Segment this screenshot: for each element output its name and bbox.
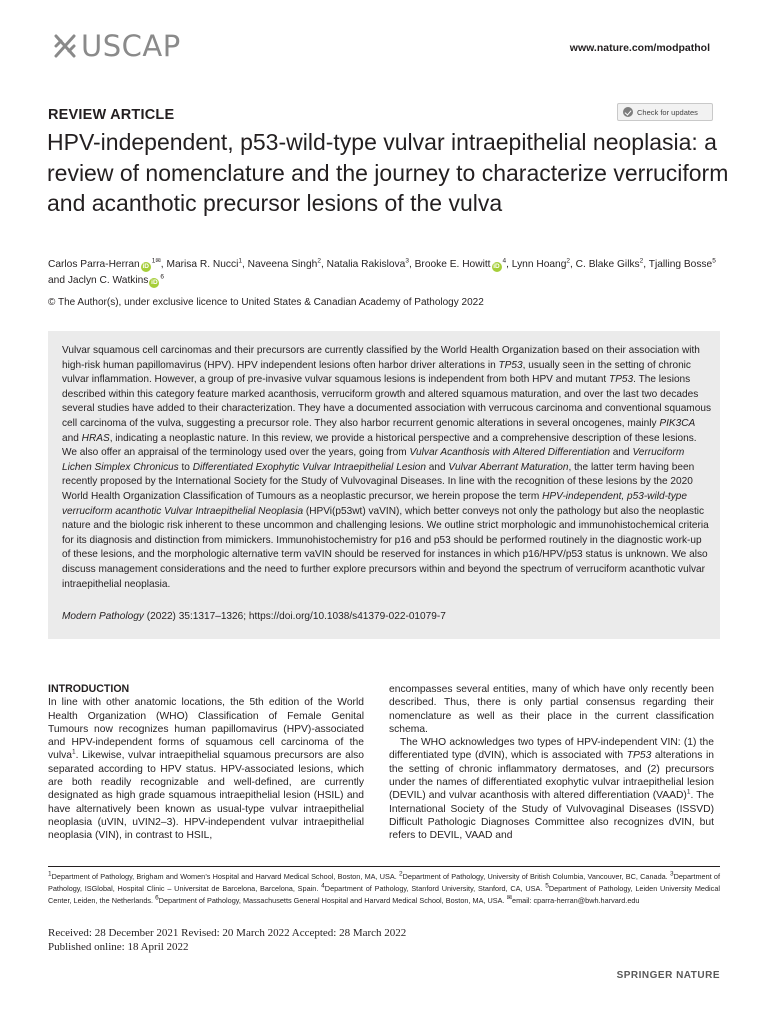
author-affiliation-marker: 1: [238, 257, 242, 265]
author-name: Lynn Hoang: [511, 259, 567, 270]
intro-run: In line with other anatomic locations, the 5th edition of the World Health Organization (WHO) Classification of Female Genital Tumours now recognizes human papillomavirus (HPV)-associated and HPV-independent forms of squamous cell carcinoma of the vulva: [48, 697, 364, 762]
author-affiliation-marker: 2: [317, 257, 321, 265]
abstract-run: Vulvar squamous cell carcinomas and their precursors are currently classified by the World Health Organization based on their association with high-risk human papillomavirus (HPV). HPV independent lesions often harbor driver alterations in: [62, 345, 700, 371]
intro-run: 1: [686, 788, 691, 796]
abstract-run: and: [609, 447, 633, 459]
author-name: Natalia Rakislova: [326, 259, 406, 270]
author[interactable]: [327, 259, 409, 270]
citation: [62, 611, 446, 622]
footnote-divider: [48, 866, 720, 867]
footnote-run: Department of Pathology, Brigham and Women’s Hospital and Harvard Medical School, Boston, MA, USA.: [51, 872, 400, 881]
uscap-logo: [52, 29, 181, 63]
abstract-run: TP53: [498, 359, 523, 371]
section-heading-introduction: INTRODUCTION: [48, 683, 130, 695]
author-name: Tjalling Bosse: [648, 259, 713, 270]
abstract-run: . The lesions described within this category feature marked acanthosis, verruciform growth and altered squamous maturation, and over the last two decades several studies have added to their characterization. They have a documented association with verrucous carcinoma and conventional squamous cell carcinoma of the vulva, suggesting a precursor role. They also harbor recurrent genomic alterations in several oncogenes, mainly: [62, 374, 711, 429]
article-title: HPV-independent, p53-wild-type vulvar intraepithelial neoplasia: a review of nomenclature and the journey to characterize verruciform and acanthotic precursor lesions of the vulva: [47, 129, 729, 216]
orcid-icon[interactable]: iD: [142, 263, 149, 270]
author-affiliation-marker: 3: [405, 257, 409, 265]
footnote-run: Department of Pathology, University of British Columbia, Vancouver, BC, Canada.: [402, 872, 670, 881]
intro-run: . Likewise, vulvar intraepithelial squamous precursors are also separated according to HPV status. HPV-associated lesions, which are both readily recognizable and well-defined, are currently designated as high grade squamous intraepithelial lesion (HSIL) and have alternatively been known as usual-type vulvar intraepithelial neoplasia (uVIN, uVIN2–3). HPV-independent vulvar intraepithelial neoplasia (VIN), in contrast to HSIL,: [48, 750, 364, 842]
author-name: C. Blake Gilks: [575, 259, 640, 270]
logo-text: USCAP: [81, 29, 181, 63]
footnote-run: 6: [155, 894, 159, 902]
abstract-run: HPV-independent, p53-wild-type verruciform acanthotic Vulvar Intraepithelial Neoplasia: [62, 490, 688, 517]
abstract-run: Differentiated Exophytic Vulvar Intraepithelial Lesion: [192, 461, 426, 473]
body-paragraph: [48, 696, 364, 842]
abstract-text: [62, 344, 712, 592]
article-type: REVIEW ARTICLE: [48, 107, 175, 123]
abstract-run: (HPVi(p53wt) vaVIN), which better conveys not only the pathology but also the neoplastic nature and the biologic risk inherent to these uncommon and challenging lesions. We outline strict morphologic and immunohistochemical criteria for its diagnosis and distinction from mimickers. Immunohistochemistry for p16 and p53 should be performed routinely in the diagnostic work-up of these lesions, and the morphologic alternative term vaVIN should be reserved for instances in which p16/HPV/p53 status is unknown. We also discuss management considerations and the need to further explore precursors within and beyond the spectrum of verruciform acanthotic vulvar intraepithelial neoplasia.: [62, 505, 709, 590]
intro-run: 1: [72, 749, 76, 757]
orcid-icon[interactable]: iD: [151, 279, 158, 286]
author[interactable]: [48, 259, 161, 270]
footnote-run: 5: [545, 882, 549, 890]
footnote-run: Department of Pathology, Leiden University Medical Center, Leiden, the Netherlands.: [48, 884, 721, 905]
abstract-run: and: [62, 432, 82, 444]
abstract-run: and: [425, 461, 449, 473]
author-affiliation-marker: 2: [639, 257, 644, 265]
author[interactable]: [68, 275, 164, 286]
author-name: Brooke E. Howitt: [414, 259, 491, 270]
abstract-run: HRAS: [81, 432, 110, 444]
footnote-run: ✉: [506, 894, 513, 902]
author[interactable]: [415, 259, 507, 270]
abstract-run: PIK3CA: [659, 417, 696, 429]
affiliations-footnote: [48, 871, 720, 907]
author-name: Jaclyn C. Watkins: [67, 275, 149, 286]
abstract-box: [48, 331, 720, 639]
author-name: Marisa R. Nucci: [166, 259, 239, 270]
intro-run: TP53: [626, 750, 652, 762]
author-affiliation-marker: 4: [502, 257, 507, 265]
author[interactable]: [166, 259, 242, 270]
footnote-run: email: cparra-herran@bwh.harvard.edu: [512, 896, 640, 905]
body-column-right: [389, 683, 714, 843]
author-affiliation-marker: 5: [712, 257, 716, 265]
footnote-run: 1: [48, 870, 52, 878]
author-name: Naveena Singh: [247, 259, 318, 270]
author[interactable]: [248, 259, 321, 270]
citation-details[interactable]: (2022) 35:1317–1326; https://doi.org/10.1038/s41379-022-01079-7: [143, 611, 446, 622]
author-affiliation-marker: 1✉: [151, 257, 161, 265]
intro-run: . The International Society of the Study of Vulvovaginal Diseases (ISSVD) Difficult Pathologic Diagnoses Committee also recognizes dVIN, but refers to DEVIL, VAAD and: [389, 790, 714, 842]
check-for-updates-button[interactable]: [617, 103, 713, 121]
intro-run: alterations in the setting of chronic inflammatory dermatoses, and (2) precursors under the names of differentiated exophytic vulvar intraepithelial lesion (DEVIL) and vulvar acanthosis with altered differentiation (VAAD): [389, 750, 715, 802]
orcid-icon[interactable]: iD: [493, 263, 500, 270]
published-online: Published online: 18 April 2022: [48, 941, 189, 953]
copyright-notice: © The Author(s), under exclusive licence to United States & Canadian Academy of Pathology 2022: [48, 297, 484, 308]
abstract-run: , usually seen in the setting of chronic vulvar inflammation. However, a group of pre-invasive vulvar squamous lesions is independent from both HPV and mutant: [62, 359, 691, 386]
footnote-run: 3: [669, 870, 674, 878]
abstract-run: , the latter term having been recently proposed by the International Society for the Study of Vulvovaginal Diseases. In line with the recognition of these lesions by the 2020 World Health Organization Classification of Tumours as a neoplastic precursor, we herein propose the term: [62, 461, 695, 502]
author[interactable]: [649, 259, 716, 270]
received-revised-accepted: Received: 28 December 2021 Revised: 20 March 2022 Accepted: 28 March 2022: [48, 927, 407, 939]
abstract-run: TP53: [609, 374, 634, 386]
abstract-run: to: [178, 461, 193, 473]
publisher-logo: SPRINGER NATURE: [616, 970, 720, 981]
author[interactable]: [512, 259, 570, 270]
intro-run: The WHO acknowledges two types of HPV-independent VIN: (1) the differentiated type (dVIN), which is associated with: [389, 737, 714, 762]
abstract-run: Vulvar Aberrant Maturation: [448, 461, 569, 473]
check-updates-label: Check for updates: [637, 107, 698, 117]
check-updates-icon: [623, 107, 633, 117]
footnote-run: Department of Pathology, ISGlobal, Hospital Clinic – Universitat de Barcelona, Barcelona, Spain.: [48, 872, 720, 893]
author-affiliation-marker: 6: [160, 273, 165, 281]
uscap-logo-icon: [52, 32, 78, 60]
author-affiliation-marker: 2: [566, 257, 570, 265]
author[interactable]: [576, 259, 644, 270]
abstract-run: Vulvar Acanthosis with Altered Differentiation: [409, 447, 610, 459]
abstract-run: , indicating a neoplastic nature. In this review, we provide a historical perspective and a comprehensive description of these lesions. We also offer an appraisal of the terminology used over the years, going from: [62, 432, 697, 459]
body-column-left: [48, 683, 364, 843]
footnote-run: 4: [321, 882, 325, 890]
footnote-run: Department of Pathology, Massachusetts General Hospital and Harvard Medical School, Boston, MA, USA.: [158, 896, 507, 905]
body-paragraph: encompasses several entities, many of which have only recently been described. Thus, there is only partial consensus regarding their nomenclature as well as their place in the current classification schema.: [389, 684, 714, 735]
author-name: Carlos Parra-Herran: [48, 259, 140, 270]
body-paragraph: [389, 736, 714, 842]
citation-journal: Modern Pathology: [62, 611, 144, 622]
footnote-run: 2: [399, 870, 403, 878]
article-dates: [48, 926, 406, 954]
author-list: Carlos Parra-Herran $iD^{1✉}$, Marisa R. Nucci$^1$, Naveena Singh$^2$, Natalia Rakislova$^3$, Brooke E. Howitt $iD^4$, Lynn Hoang$^2$, C. Blake Gilks$^2$, Tjalling Bosse$^5$ and Jaclyn C. Watkins $iD^6$: [48, 257, 716, 286]
footnote-run: Department of Pathology, Stanford University, Stanford, CA, USA.: [324, 884, 546, 893]
abstract-run: Verruciform Lichen Simplex Chronicus: [62, 447, 685, 473]
journal-url[interactable]: www.nature.com/modpathol: [569, 42, 710, 54]
